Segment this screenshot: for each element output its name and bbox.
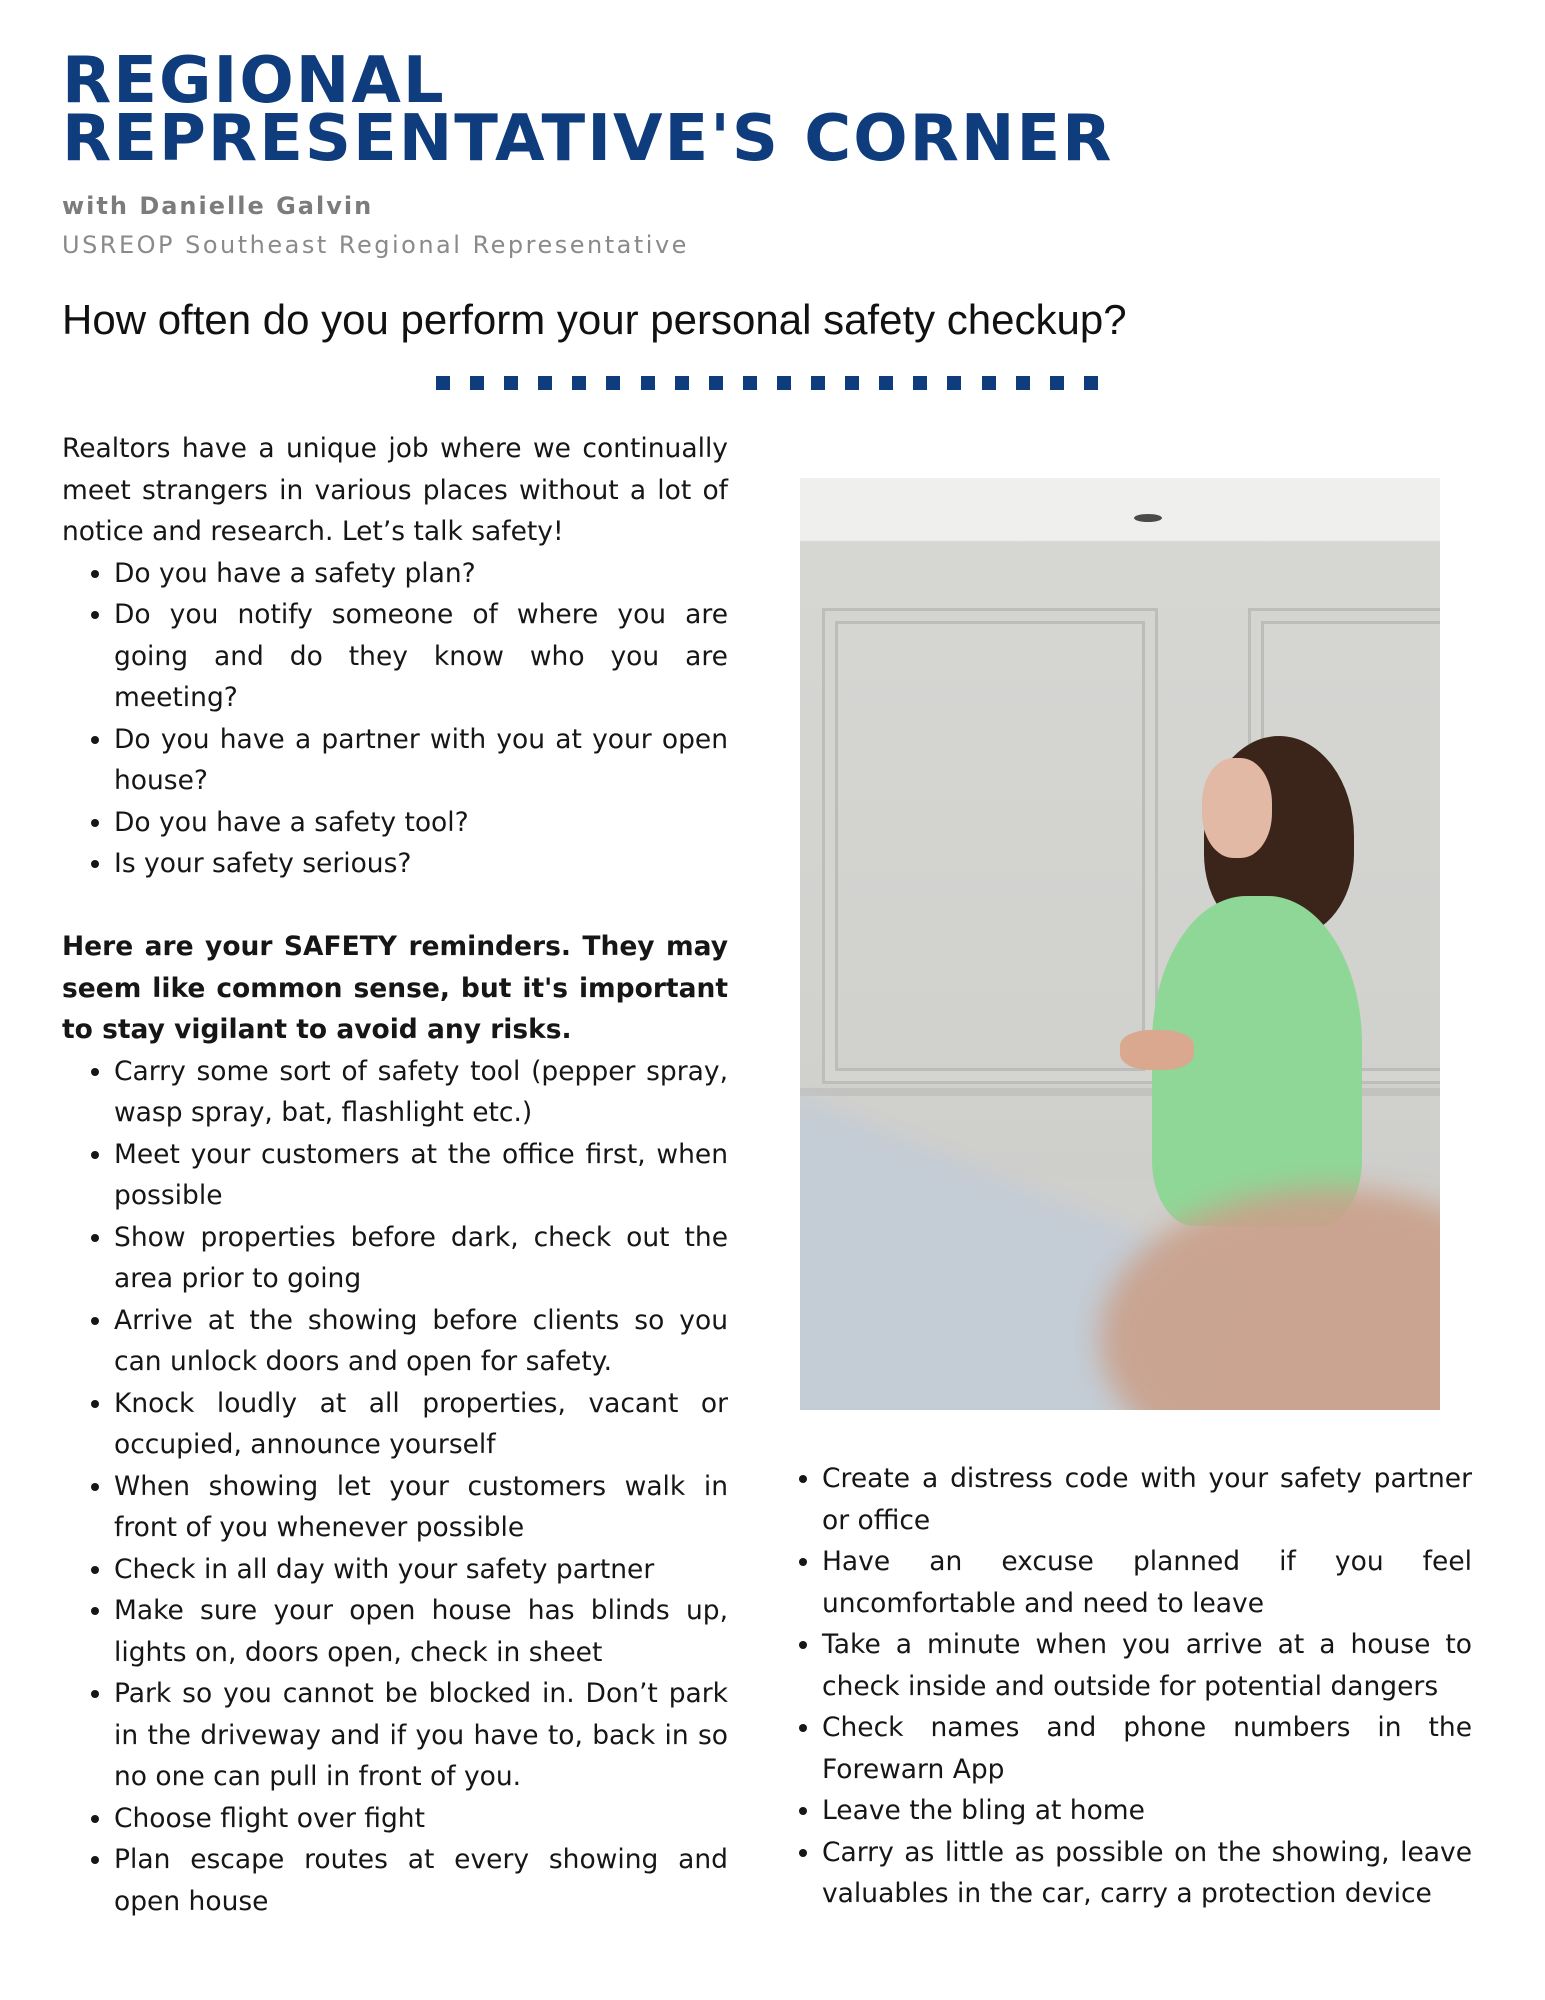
intro-paragraph: Realtors have a unique job where we continually meet strangers in various places without a lot of notice and research. Let’s talk safety!	[62, 433, 728, 547]
page-title: REGIONAL REPRESENTATIVE'S CORNER	[62, 44, 1114, 176]
list-item: • Meet your customers at the office first, when possible	[114, 1134, 728, 1217]
list-item: • Check names and phone numbers in the Forewarn App	[822, 1707, 1472, 1790]
article-question: How often do you perform your personal safety checkup?	[62, 296, 1127, 343]
list-item: • Is your safety serious?	[114, 843, 728, 885]
list-item: • Plan escape routes at every showing and open house	[114, 1839, 728, 1922]
list-item: • Do you have a safety tool?	[114, 802, 728, 844]
list-item: • Carry some sort of safety tool (pepper spray, wasp spray, bat, flashlight etc.)	[114, 1051, 728, 1134]
list-item: • Do you notify someone of where you are going and do they know who you are meeting?	[114, 594, 728, 719]
reminder-list-right	[770, 1458, 1472, 1915]
list-item: • Carry as little as possible on the showing, leave valuables in the car, carry a protection device	[822, 1832, 1472, 1915]
list-item: • Arrive at the showing before clients so you can unlock doors and open for safety.	[114, 1300, 728, 1383]
list-item: • Park so you cannot be blocked in. Don’t park in the driveway and if you have to, back in so no one can pull in front of you.	[114, 1673, 728, 1798]
list-item: • Make sure your open house has blinds up, lights on, doors open, check in sheet	[114, 1590, 728, 1673]
list-item: • Knock loudly at all properties, vacant or occupied, announce yourself	[114, 1383, 728, 1466]
dotted-divider	[436, 376, 1098, 390]
reminders-lead: Here are your SAFETY reminders. They may seem like common sense, but it's important to stay vigilant to avoid any risks.	[62, 931, 728, 1045]
reminder-list-left	[62, 1051, 728, 1923]
list-item: • Check in all day with your safety partner	[114, 1549, 728, 1591]
list-item: • Have an excuse planned if you feel uncomfortable and need to leave	[822, 1541, 1472, 1624]
question-list	[62, 553, 728, 885]
author-byline: with Danielle Galvin	[62, 192, 374, 220]
list-item: • Do you have a partner with you at your open house?	[114, 719, 728, 802]
left-column	[62, 428, 728, 1922]
list-item: • Show properties before dark, check out the area prior to going	[114, 1217, 728, 1300]
right-column	[770, 1458, 1472, 1915]
author-role: USREOP Southeast Regional Representative	[62, 231, 689, 259]
woman-in-room-photo	[800, 478, 1440, 1410]
list-item: • Do you have a safety plan?	[114, 553, 728, 595]
list-item: • Leave the bling at home	[822, 1790, 1472, 1832]
list-item: • When showing let your customers walk in front of you whenever possible	[114, 1466, 728, 1549]
list-item: • Take a minute when you arrive at a house to check inside and outside for potential dangers	[822, 1624, 1472, 1707]
list-item: • Create a distress code with your safety partner or office	[822, 1458, 1472, 1541]
list-item: • Choose flight over fight	[114, 1798, 728, 1840]
